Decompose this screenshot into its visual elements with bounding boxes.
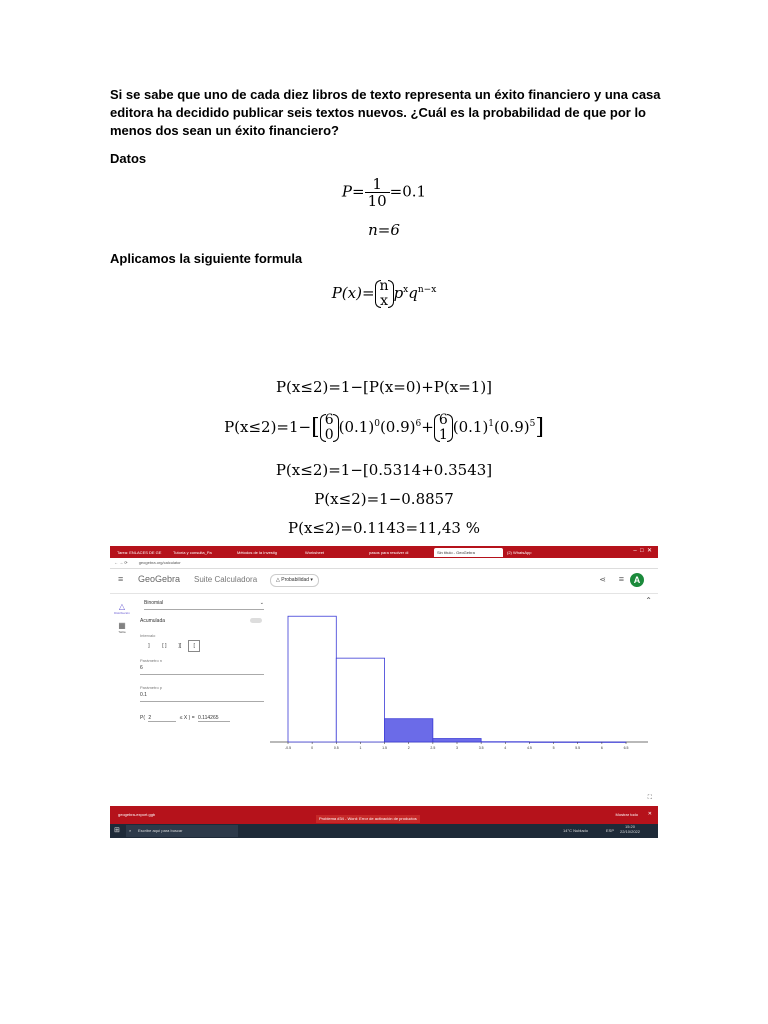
equation-step-4: P(x≤2)=1−0.8857 — [314, 490, 454, 508]
avatar[interactable]: A — [630, 573, 644, 587]
nav-arrows-icon[interactable]: ← → ⟳ — [114, 560, 128, 565]
cumulative-toggle[interactable] — [250, 618, 262, 623]
address-bar[interactable] — [110, 558, 658, 569]
fullscreen-icon[interactable]: ⛶ — [647, 795, 652, 801]
x-tick-label: 6 — [600, 746, 603, 750]
equation-n: n=6 — [368, 221, 400, 239]
problem-statement: Si se sabe que uno de cada diez libros de texto representa un éxito financiero y una casa editora ha decidido publicar seis textos nuevos. ¿Cuál es la probabilidad de que por lo menos dos sean un éxito financiero? — [110, 87, 661, 138]
nav-table-label: Tabla — [118, 630, 126, 634]
datos-heading: Datos — [110, 151, 147, 166]
distribution-select[interactable]: Binomial ⌄ — [144, 600, 264, 610]
x-tick-label: 0.5 — [333, 746, 339, 750]
weather: 14°C Nublado — [563, 828, 588, 833]
equation-p: P= $\frac{1}{10}$ =0.1 — [341, 175, 427, 210]
equation-step-2: P(x≤2)=1−[ 6 0 $(0.1)^0(0.9)^6+$ 6 1 $(0.1)^1(0.9)^5$] — [224, 412, 544, 443]
geogebra-header — [110, 569, 658, 594]
nav-distribution-label: Distribución — [114, 611, 130, 615]
interval-buttons — [142, 640, 200, 652]
equation-formula: P(x)= n x $p^xq^{n-x}$ — [331, 278, 437, 309]
equation-step-5: P(x≤2)=0.1143=11,43 % — [288, 519, 480, 537]
left-nav — [110, 594, 135, 806]
browser-tab[interactable]: Tutoría y consulta_Pa — [173, 550, 212, 555]
collapse-icon[interactable]: ⌃ — [645, 596, 652, 605]
browser-tab[interactable]: Tarea: ENLACES DE GE — [117, 550, 162, 555]
cumulative-label: Acumulada — [140, 618, 166, 624]
interval-left-button[interactable]: ] — [148, 643, 150, 649]
formula-heading: Aplicamos la siguiente formula — [110, 251, 303, 266]
probability-row: P( 2 ≤ X ) = 0.114265 — [140, 715, 230, 722]
browser-tab[interactable]: (2) WhatsApp — [507, 550, 532, 555]
x-tick-label: 1.5 — [382, 746, 388, 750]
browser-tab[interactable]: pasos para resolver di — [369, 550, 409, 555]
x-tick-label: 5.5 — [575, 746, 581, 750]
probability-chart — [270, 594, 658, 806]
triangle-icon: △ — [276, 577, 282, 583]
browser-tab-bar — [110, 546, 658, 558]
search-icon: ⌕ — [129, 828, 132, 833]
interval-both-button[interactable]: [ ] — [162, 643, 167, 649]
prob-result: 0.114265 — [198, 715, 230, 722]
url-text: geogebra.org/calculator — [138, 560, 181, 565]
param-p-label: Parámetro p — [140, 685, 163, 690]
browser-tab[interactable]: Worksheet — [305, 550, 325, 555]
bar-2 — [385, 719, 433, 742]
x-tick-label: 3.5 — [478, 746, 484, 750]
browser-tab-active[interactable]: Sin título - GeoGebra — [434, 548, 503, 557]
plot-area — [270, 594, 658, 806]
param-n-input[interactable]: 6 — [140, 665, 264, 675]
clock: 15:20 22/10/2022 — [619, 824, 640, 834]
share-icon[interactable]: ⋖ — [599, 575, 606, 584]
bar-3 — [433, 739, 481, 742]
menu-icon[interactable]: ≡ — [118, 574, 124, 584]
probability-panel — [134, 594, 271, 806]
table-icon[interactable]: ▦ — [118, 621, 126, 630]
windows-start-icon[interactable]: ⊞ — [114, 827, 120, 834]
x-tick-label: 2.5 — [430, 746, 436, 750]
language: ESP — [605, 828, 614, 833]
windows-taskbar — [110, 816, 658, 838]
intervals-label: Intervalo — [140, 633, 156, 638]
menu-grid-icon[interactable]: ≡ — [618, 574, 624, 584]
x-tick-label: 4 — [504, 746, 507, 750]
x-tick-label: 6.5 — [623, 746, 629, 750]
param-p-input[interactable]: 0.1 — [140, 692, 264, 702]
geogebra-screenshot — [110, 546, 658, 838]
interval-right-button[interactable]: [ — [188, 640, 200, 652]
prob-x-input[interactable]: 2 — [148, 715, 176, 722]
bar-1 — [336, 658, 384, 742]
suite-title: Suite Calculadora — [194, 575, 258, 584]
param-n-label: Parámetro n — [140, 658, 163, 663]
equation-step-3: P(x≤2)=1−[0.5314+0.3543] — [275, 461, 493, 479]
x-tick-label: 4.5 — [526, 746, 532, 750]
bar-0 — [288, 616, 336, 742]
x-tick-label: 0 — [311, 746, 314, 750]
download-item[interactable]: geogebra-export.ggb — [118, 812, 156, 817]
chevron-down-icon: ⌄ — [259, 600, 264, 606]
browser-tab[interactable]: Métodos de la Investig — [237, 550, 278, 555]
x-tick-label: 5 — [552, 746, 555, 750]
close-icon[interactable]: ✕ — [647, 811, 652, 817]
x-tick-label: -0.5 — [284, 746, 292, 750]
taskbar-search[interactable]: ⌕ Escribe aquí para buscar — [126, 825, 238, 837]
binomial-coefficient: n x — [375, 279, 394, 309]
x-tick-label: 3 — [456, 746, 458, 750]
geogebra-logo: GeoGebra — [138, 574, 181, 584]
x-tick-label: 1 — [359, 746, 362, 750]
distribution-icon[interactable]: △ — [118, 602, 126, 611]
window-controls[interactable]: – □ ✕ — [633, 548, 652, 554]
equation-step-1: P(x≤2)=1−[P(x=0)+P(x=1)] — [275, 378, 493, 396]
x-tick-label: 2 — [407, 746, 410, 750]
interval-outside-button[interactable]: ][ — [178, 643, 182, 649]
mode-dropdown[interactable]: △ Probabilidad ▾ — [270, 574, 319, 587]
notification-toast[interactable]: Problema #34 - Word: Error de activación de productos — [316, 815, 420, 823]
show-all-link[interactable]: Mostrar todo — [615, 812, 638, 817]
